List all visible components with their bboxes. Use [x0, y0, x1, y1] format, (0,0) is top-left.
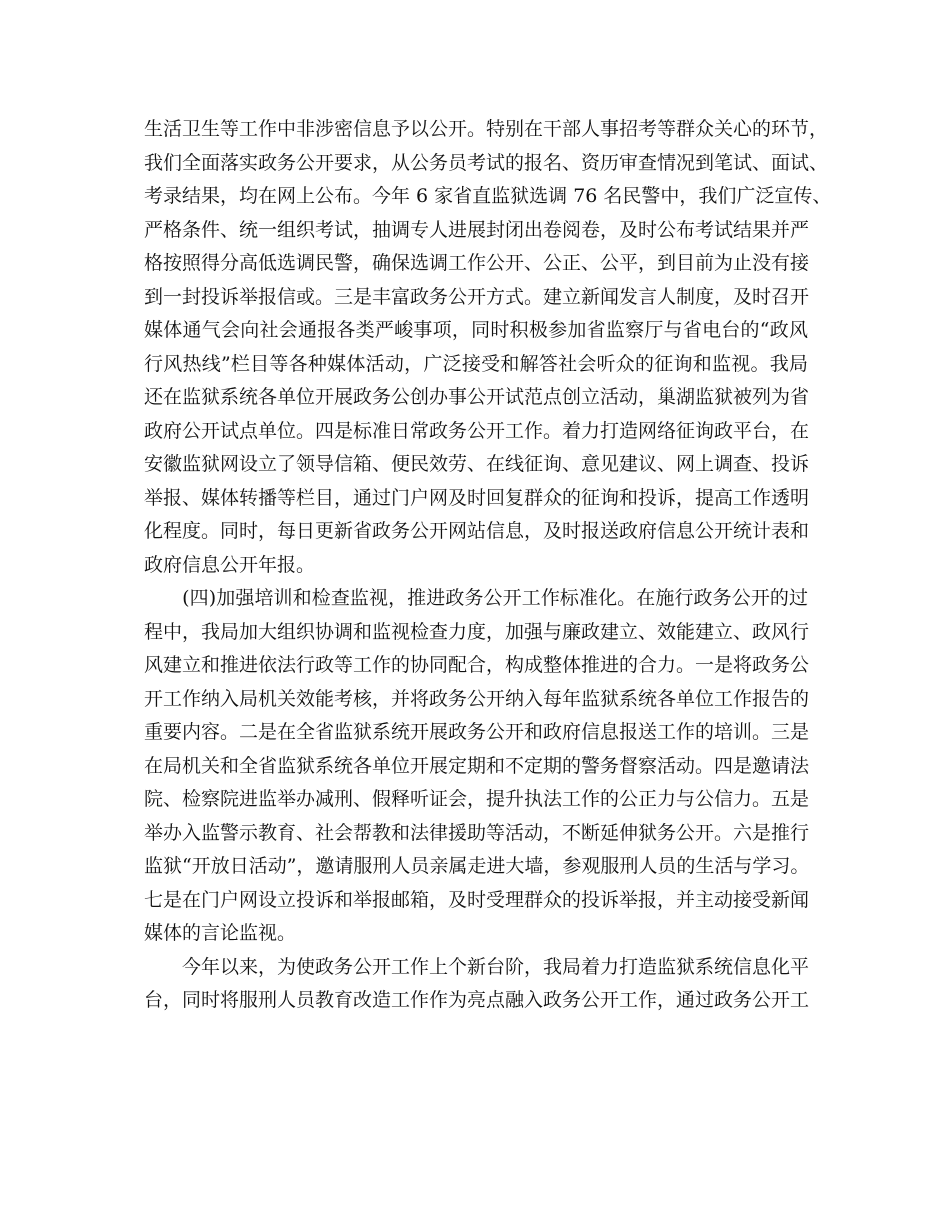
text-line: 风建立和推进依法行政等工作的协同配合，构成整体推进的合力。一是将政务公 — [144, 654, 810, 676]
text-line: 政府公开试点单位。四是标准日常政务公开工作。着力打造网络征询政平台，在 — [144, 419, 810, 442]
text-line: 台，同时将服刑人员教育改造工作作为亮点融入政务公开工作，通过政务公开工 — [144, 989, 810, 1011]
text-line: 考录结果，均在网上公布。今年 6 家省直监狱选调 76 名民警中，我们广泛宣传、 — [144, 185, 832, 207]
text-line: 在局机关和全省监狱系统各单位开展定期和不定期的警务督察活动。四是邀请法 — [144, 754, 810, 777]
text-line: 格按照得分高低选调民警，确保选调工作公开、公正、公平，到目前为止没有接 — [144, 252, 810, 274]
text-line: 媒体的言论监视。 — [144, 922, 297, 944]
text-line: 行风热线”栏目等各种媒体活动，广泛接受和解答社会听众的征询和监视。我局 — [144, 352, 808, 375]
text-line: 举办入监警示教育、社会帮教和法律援助等活动，不断延伸狱务公开。六是推行 — [144, 821, 810, 844]
text-line: 举报、媒体转播等栏目，通过门户网及时回复群众的征询和投诉，提高工作透明 — [144, 486, 810, 509]
text-line: 七是在门户网设立投诉和举报邮箱，及时受理群众的投诉举报，并主动接受新闻 — [144, 888, 810, 911]
text-line: 政府信息公开年报。 — [144, 553, 316, 576]
text-line: 到一封投诉举报信或。三是丰富政务公开方式。建立新闻发言人制度，及时召开 — [144, 285, 810, 308]
text-line: 院、检察院进监举办减刑、假释听证会，提升执法工作的公正力与公信力。五是 — [144, 788, 810, 810]
text-line: 我们全面落实政务公开要求，从公务员考试的报名、资历审查情况到笔试、面试、 — [144, 151, 829, 174]
text-line: (四)加强培训和检查监视，推进政务公开工作标准化。在施行政务公开的过 — [144, 587, 808, 609]
text-line: 今年以来，为使政务公开工作上个新台阶，我局着力打造监狱系统信息化平 — [144, 955, 810, 978]
text-line: 严格条件、统一组织考试，抽调专人进展封闭出卷阅卷，及时公布考试结果并严 — [144, 218, 810, 241]
text-line: 生活卫生等工作中非涉密信息予以公开。特别在干部人事招考等群众关心的环节， — [144, 118, 829, 140]
text-line: 重要内容。二是在全省监狱系统开展政务公开和政府信息报送工作的培训。三是 — [144, 721, 810, 743]
text-line: 监狱“开放日活动”，邀请服刑人员亲属走进大墙，参观服刑人员的生活与学习。 — [144, 855, 810, 877]
text-line: 程中，我局加大组织协调和监视检查力度，加强与廉政建立、效能建立、政风行 — [144, 620, 810, 643]
text-line: 还在监狱系统各单位开展政务公创办事公开试范点创立活动，巢湖监狱被列为省 — [144, 386, 810, 408]
text-line: 安徽监狱网设立了领导信箱、便民效劳、在线征询、意见建议、网上调查、投诉 — [144, 453, 810, 475]
text-line: 开工作纳入局机关效能考核，并将政务公开纳入每年监狱系统各单位工作报告的 — [144, 687, 810, 710]
text-line: 化程度。同时，每日更新省政务公开网站信息，及时报送政府信息公开统计表和 — [144, 520, 810, 542]
text-line: 媒体通气会向社会通报各类严峻事项，同时积极参加省监察厅与省电台的“政风 — [144, 319, 808, 341]
document-body — [144, 113, 832, 1018]
